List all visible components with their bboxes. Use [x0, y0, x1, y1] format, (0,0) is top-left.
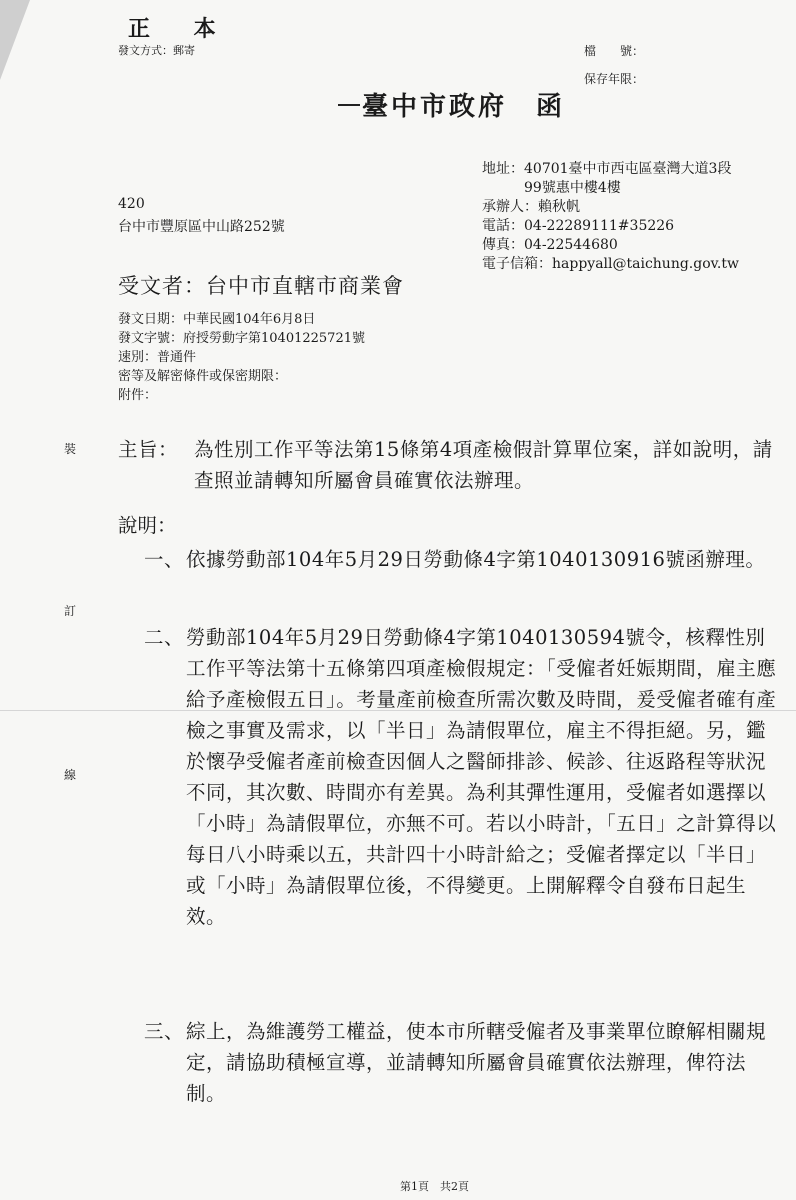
email: 電子信箱：happyall@taichung.gov.tw: [482, 256, 739, 272]
fax: 傳真：04-22544680: [482, 237, 618, 253]
sender-contact-block: [482, 160, 739, 274]
phone: 電話：04-22289111#35226: [482, 218, 675, 234]
item-number: 一、: [144, 548, 185, 571]
secrecy-level: 密等及解密條件或保密期限：: [118, 369, 288, 384]
handler: 承辦人：賴秋帆: [482, 199, 580, 215]
send-method: 發文方式：郵寄: [118, 44, 195, 57]
copy-mark: 正 本: [128, 16, 234, 42]
binding-mark-2: 訂: [64, 604, 77, 618]
receiver-zip: 420: [118, 196, 145, 212]
attachment: 附件：: [118, 388, 158, 403]
item-text: 依據勞動部104年5月29日勞動條4字第1040130916號函辦理。: [186, 548, 766, 571]
retention-period-label: 保存年限：: [584, 72, 645, 86]
scan-shadow-corner: [0, 0, 30, 80]
item-text: 綜上，為維護勞工權益，使本市所轄受僱者及事業單位瞭解相關規定，請協助積極宣導，並請轉知所屬會員確實依法辦理，俾符法制。: [186, 1020, 767, 1105]
document-title: 臺中市政府 函: [362, 92, 566, 122]
issue-date: 發文日期：中華民國104年6月8日: [118, 312, 316, 327]
subject-text: 為性別工作平等法第15條第4項產檢假計算單位案，詳如說明，請 查照並請轉知所屬會員確實依法辦理。: [194, 438, 793, 492]
item-text: 勞動部104年5月29日勞動條4字第1040130594號令，核釋性別工作平等法第十五條第四項產檢假規定：「受僱者妊娠期間，雇主應給予產檢假五日」。考量產前檢查所需次數及時間，爰受僱者確有產檢之事實及需求，以「半日」為請假單位，雇主不得拒絕。另，鑑於懷孕受僱者產前檢查因個人之醫師排診、候診、往返路程等狀況不同，其次數、時間亦有差異。為利其彈性運用，受僱者如選擇以「小時」為請假單位，亦無不可。若以小時計，「五日」之計算得以每日八小時乘以五，共計四十小時計給之；受僱者擇定以「半日」或「小時」為請假單位後，不得變更。上開解釋令自發布日起生效。: [186, 626, 777, 928]
explanation-label: 說明：: [118, 514, 177, 537]
item-number: 三、: [144, 1020, 185, 1043]
title-dash: [338, 104, 360, 106]
document-meta: [118, 310, 365, 405]
recipient: 受文者：台中市直轄市商業會: [118, 274, 404, 298]
binding-mark-1: 裝: [64, 442, 77, 456]
speed-class: 速別：普通件: [118, 350, 197, 365]
item-number: 二、: [144, 626, 185, 649]
document-number: 發文字號：府授勞動字第10401225721號: [118, 331, 365, 346]
binding-mark-3: 線: [64, 768, 77, 782]
page-number: 第1頁 共2頁: [400, 1180, 469, 1193]
file-number-label: 檔 號：: [584, 44, 645, 58]
sender-address-line2: 99號惠中樓4樓: [482, 180, 621, 196]
sender-address-line1: 地址：40701臺中市西屯區臺灣大道3段: [482, 161, 732, 177]
subject-label: 主旨：: [118, 438, 179, 461]
receiver-address: 台中市豐原區中山路252號: [118, 219, 285, 235]
